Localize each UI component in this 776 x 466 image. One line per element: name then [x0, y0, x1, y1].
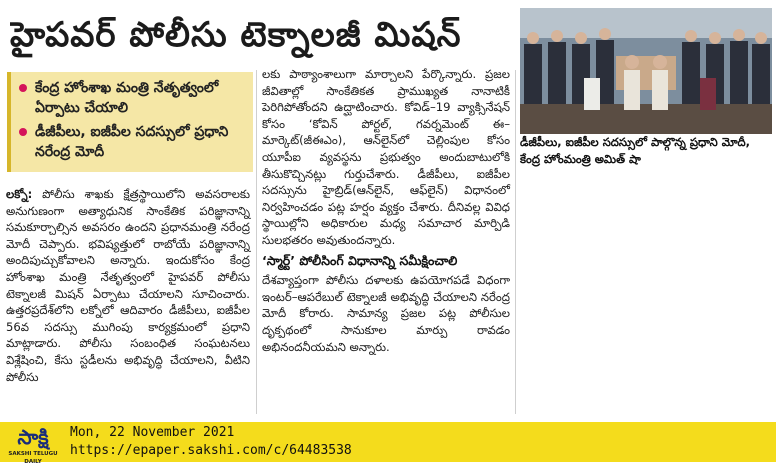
news-photo [520, 8, 772, 134]
column-divider [515, 70, 516, 414]
bullet-icon [19, 128, 27, 136]
logo-subtext: SAKSHI TELUGU DAILY [8, 451, 58, 465]
logo-text: సాక్షి [17, 425, 49, 449]
article-column-1 [6, 186, 250, 385]
article-paragraph: లకు పాఠ్యాంశాలుగా మార్చాలని పేర్కొన్నారు. ప్రజల జీవితాల్లో సాంకేతికత ప్రాముఖ్యత నానాటికీ పెరిగిపోతోందని ఉద్ఘాటించారు. కోవిడ్–19 వ్యాక్సినేషన్ కోసం ‘కోవిన్ పోర్టల్, గవర్నమెంట్ ఈ–మార్కెట్(జీఈఎం), ఆన్‌లైన్‌లో చెల్లింపుల కోసం యూపీఐ వ్యవస్థను ప్రభుత్వం అందుబాటులోకి తీసుకొచ్చినట్లు గుర్తుచేశారు. డీజీపీలు, ఐజీపీల సదస్సును హైబ్రిడ్(ఆన్‌లైన్, ఆఫ్‌లైన్) విధానంలో నిర్వహించడం పట్ల హర్షం వ్యక్తం చేశారు. దీనివల్ల వివిధ స్థాయిల్లోని అధికారుల మధ్య సమాచార మార్పిడి సులభతరం అవుతుందన్నారు. [262, 67, 510, 247]
highlights-box [7, 72, 253, 172]
article-column-2 [262, 66, 510, 355]
dateline: లక్నో: [6, 187, 33, 201]
article-subhead: ‘స్మార్ట్’ పోలీసింగ్ విధానాన్ని సమీక్షించాలి [262, 252, 458, 268]
article-text: పోలీసు శాఖకు క్షేత్రస్థాయిలోని అవసరాలకు అనుగుణంగా అత్యాధునిక సాంకేతిక పరిజ్ఞానాన్ని సమకూర్చాల్సిన అవసరం ఉందని ప్రధానమంత్రి నరేంద్ర మోదీ చెప్పారు. భవిష్యత్తులో రాబోయే పరిజ్ఞానాన్ని అందిపుచ్చుకోవాలని అన్నారు. ఇందుకోసం కేంద్ర హోంశాఖ మంత్రి నేతృత్వంలో హైపవర్ పోలీసు టెక్నాలజీ మిషన్ ఏర్పాటు చేయాలని సూచించారు. ఉత్తరప్రదేశ్‌లోని లక్నోలో ఆదివారం డీజీపీలు, ఐజీపీల 56వ సదస్సు ముగింపు కార్యక్రమంలో ప్రధాని మాట్లాడారు. పోలీసు సంబంధిత సంఘటనలు విశ్లేషించి, కేసు స్టడీలను అభివృద్ధి చేయాలని, వీటిని పోలీసు [6, 187, 251, 384]
photo-caption: డీజీపీలు, ఐజీపీల సదస్సులో పాల్గొన్న ప్రధాని మోదీ, కేంద్ర హోంమంత్రి అమిత్ షా [520, 135, 751, 166]
footer-bar [0, 422, 776, 465]
photo-image [520, 8, 772, 134]
highlight-text: డీజీపీలు, ఐజీపీల సదస్సులో ప్రధాని నరేంద్ర మోదీ [35, 124, 229, 160]
article-paragraph: దేశవ్యాప్తంగా పోలీసు దళాలకు ఉపయోగపడే విధంగా ఇంటర్–ఆపరేబుల్ టెక్నాలజీ అభివృద్ధి చేయాలని నరేంద్ర మోదీ కోరారు. సామాన్య ప్రజల పట్ల పోలీసుల దృక్పథంలో సానుకూల మార్పు రావడం అభినందనీయమని అన్నారు. [262, 273, 510, 354]
headline: హైపవర్ పోలీసు టెక్నాలజీ మిషన్ [10, 15, 462, 55]
epaper-link[interactable]: https://epaper.sakshi.com/c/64483538 [70, 443, 352, 458]
sakshi-logo[interactable] [4, 424, 62, 465]
highlight-item [19, 122, 247, 162]
bullet-icon [19, 84, 27, 92]
publication-date: Mon, 22 November 2021 [70, 425, 235, 440]
highlight-item [19, 78, 247, 118]
highlight-text: కేంద్ర హోంశాఖ మంత్రి నేతృత్వంలో ఏర్పాటు చేయాలి [35, 80, 219, 116]
column-divider [256, 70, 257, 414]
